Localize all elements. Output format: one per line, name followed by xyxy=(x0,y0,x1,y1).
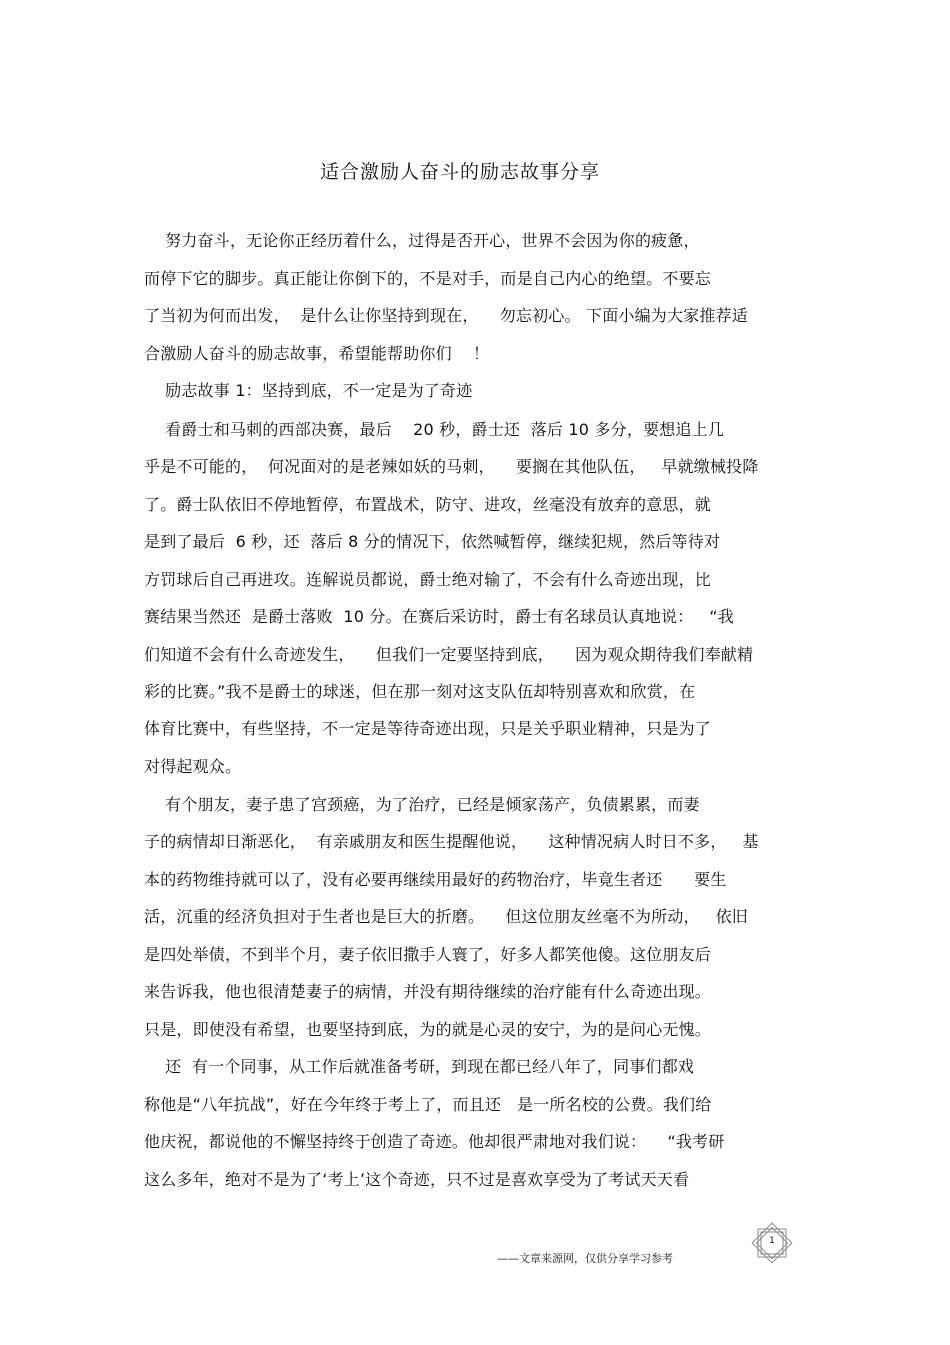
text-line: 体育比赛中，有些坚持，不一定是等待奇迹出现，只是关乎职业精神，只是为了 xyxy=(144,719,712,738)
footer-source-note: ——文章来源网，仅供分享学习参考 xyxy=(497,1252,673,1265)
text-line: 彩的比赛。”我不是爵士的球迷，但在那一刻对这支队伍却特别喜欢和欣赏，在 xyxy=(144,682,696,701)
text-line: 这么多年，绝对不是为了‘考上’这个奇迹，只不过是喜欢享受为了考试天天看 xyxy=(144,1170,690,1189)
text-line: 合激励人奋斗的励志故事，希望能帮助你们 ！ xyxy=(144,344,490,363)
text-line: 了当初为何而出发， 是什么让你坚持到现在， 勿忘初心。 下面小编为大家推荐适 xyxy=(144,306,749,325)
text-line: 方罚球后自己再进攻。连解说员都说，爵士绝对输了，不会有什么奇迹出现，比 xyxy=(144,570,712,589)
text-line: 还 有一个同事，从工作后就准备考研，到现在都已经八年了，同事们都戏 xyxy=(144,1057,695,1076)
text-line: 只是，即使没有希望，也要坚持到底，为的就是心灵的安宁，为的是问心无愧。 xyxy=(144,1020,712,1039)
text-line: 了。爵士队依旧不停地暂停，布置战术，防守、进攻，丝毫没有放弃的意思，就 xyxy=(144,495,712,514)
text-line: 而停下它的脚步。真正能让你倒下的，不是对手，而是自己内心的绝望。不要忘 xyxy=(144,269,712,288)
text-line: 称他是“八年抗战”，好在今年终于考上了，而且还 是一所名校的公费。我们给 xyxy=(144,1095,712,1114)
text-line: 是到了最后 6 秒，还 落后 8 分的情况下，依然喊暂停，继续犯规，然后等待对 xyxy=(144,532,721,551)
text-line: 来告诉我，他也很清楚妻子的病情，并没有期待继续的治疗能有什么奇迹出现。 xyxy=(144,982,712,1001)
text-line: 们知道不会有什么奇迹发生， 但我们一定要坚持到底， 因为观众期待我们奉献精 xyxy=(144,645,754,664)
text-line: 努力奋斗，无论你正经历着什么，过得是否开心，世界不会因为你的疲惫， xyxy=(144,231,700,250)
text-line: 有个朋友，妻子患了宫颈癌，为了治疗，已经是倾家荡产，负债累累，而妻 xyxy=(144,795,700,814)
text-line: 看爵士和马刺的西部决赛，最后 20 秒，爵士还 落后 10 多分，要想追上几 xyxy=(144,420,725,439)
page-title: 适合激励人奋斗的励志故事分享 xyxy=(319,161,600,183)
text-line: 对得起观众。 xyxy=(144,757,242,776)
story-heading: 励志故事 1：坚持到底，不一定是为了奇迹 xyxy=(144,381,473,400)
text-line: 他庆祝，都说他的不懈坚持终于创造了奇迹。他却很严肃地对我们说： “我考研 xyxy=(144,1132,725,1151)
text-line: 本的药物维持就可以了，没有必要再继续用最好的药物治疗，毕竟生者还 要生 xyxy=(144,870,727,889)
text-line: 是四处举债，不到半个月，妻子依旧撒手人寰了，好多人都笑他傻。这位朋友后 xyxy=(144,945,712,964)
text-line: 活，沉重的经济负担对于生者也是巨大的折磨。 但这位朋友丝毫不为所动， 依旧 xyxy=(144,907,749,926)
text-line: 子的病情却日渐恶化， 有亲戚朋友和医生提醒他说， 这种情况病人时日不多， 基 xyxy=(144,832,759,851)
text-line: 乎是不可能的， 何况面对的是老辣如妖的马刺， 要搁在其他队伍， 早就缴械投降 xyxy=(144,457,759,476)
text-line: 赛结果当然还 是爵士落败 10 分。在赛后采访时，爵士有名球员认真地说： “我 xyxy=(144,607,734,626)
page-number: 1 xyxy=(769,1236,775,1246)
